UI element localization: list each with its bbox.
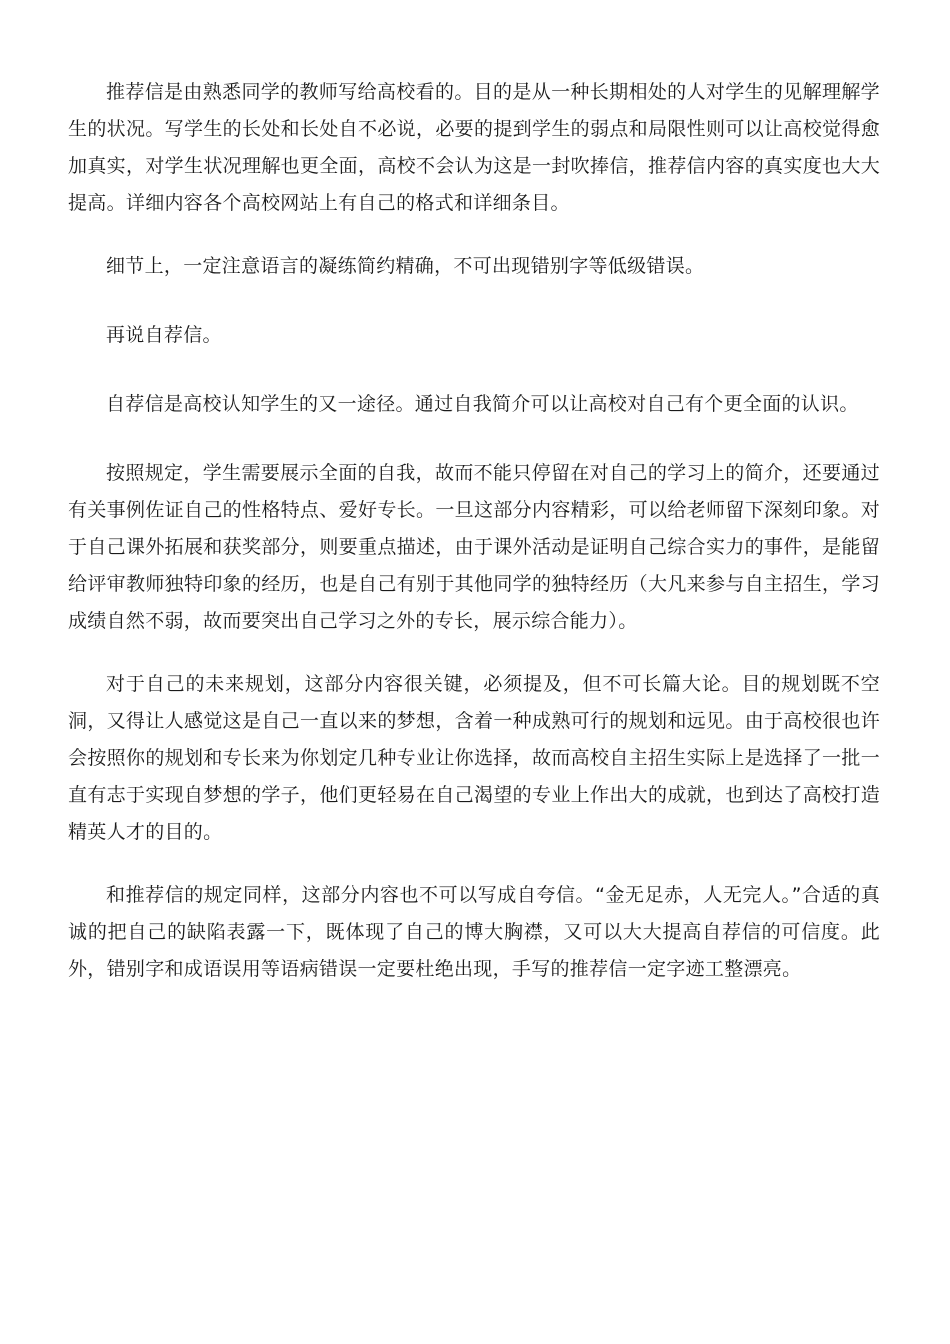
paragraph-future-plan: 对于自己的未来规划，这部分内容很关键，必须提及，但不可长篇大论。目的规划既不空洞，又得让人感觉这是自己一直以来的梦想，含着一种成熟可行的规划和远见。由于高校很也许会按照你的规划和专长来为你划定几种专业让你选择，故而高校自主招生实际上是选择了一批一直有志于实现自梦想的学子，他们更轻易在自己渴望的专业上作出大的成就，也到达了高校打造精英人才的目的。 [68,673,880,843]
paragraph-requirements: 按照规定，学生需要展示全面的自我，故而不能只停留在对自己的学习上的简介，还要通过有关事例佐证自己的性格特点、爱好专长。一旦这部分内容精彩，可以给老师留下深刻印象。对于自己课外拓展和获奖部分，则要重点描述，由于课外活动是证明自己综合实力的事件，是能留给评审教师独特印象的经历，也是自己有别于其他同学的独特经历（大凡来参与自主招生，学习成绩自然不弱，故而要突出自己学习之外的专长，展示综合能力）。 [68,462,880,632]
document-page [68,74,880,1014]
paragraph-details: 细节上，一定注意语言的凝练简约精确，不可出现错别字等低级错误。 [106,255,705,277]
paragraph-honesty: 和推荐信的规定同样，这部分内容也不可以写成自夸信。“金无足赤，人无完人。”合适的真诚的把自己的缺陷表露一下，既体现了自己的博大胸襟，又可以大大提高自荐信的可信度。此外，错别字和成语误用等语病错误一定要杜绝出现，手写的推荐信一定字迹工整漂亮。 [68,884,880,980]
paragraph-recommendation-letter: 推荐信是由熟悉同学的教师写给高校看的。目的是从一种长期相处的人对学生的见解理解学生的状况。写学生的长处和长处自不必说，必要的提到学生的弱点和局限性则可以让高校觉得愈加真实，对学生状况理解也更全面，高校不会认为这是一封吹捧信，推荐信内容的真实度也大大提高。详细内容各个高校网站上有自己的格式和详细条目。 [68,81,880,214]
paragraph-self-recommendation-intro: 再说自荐信。 [106,324,222,346]
paragraph-self-recommendation-purpose: 自荐信是高校认知学生的又一途径。通过自我简介可以让高校对自己有个更全面的认识。 [106,393,859,415]
